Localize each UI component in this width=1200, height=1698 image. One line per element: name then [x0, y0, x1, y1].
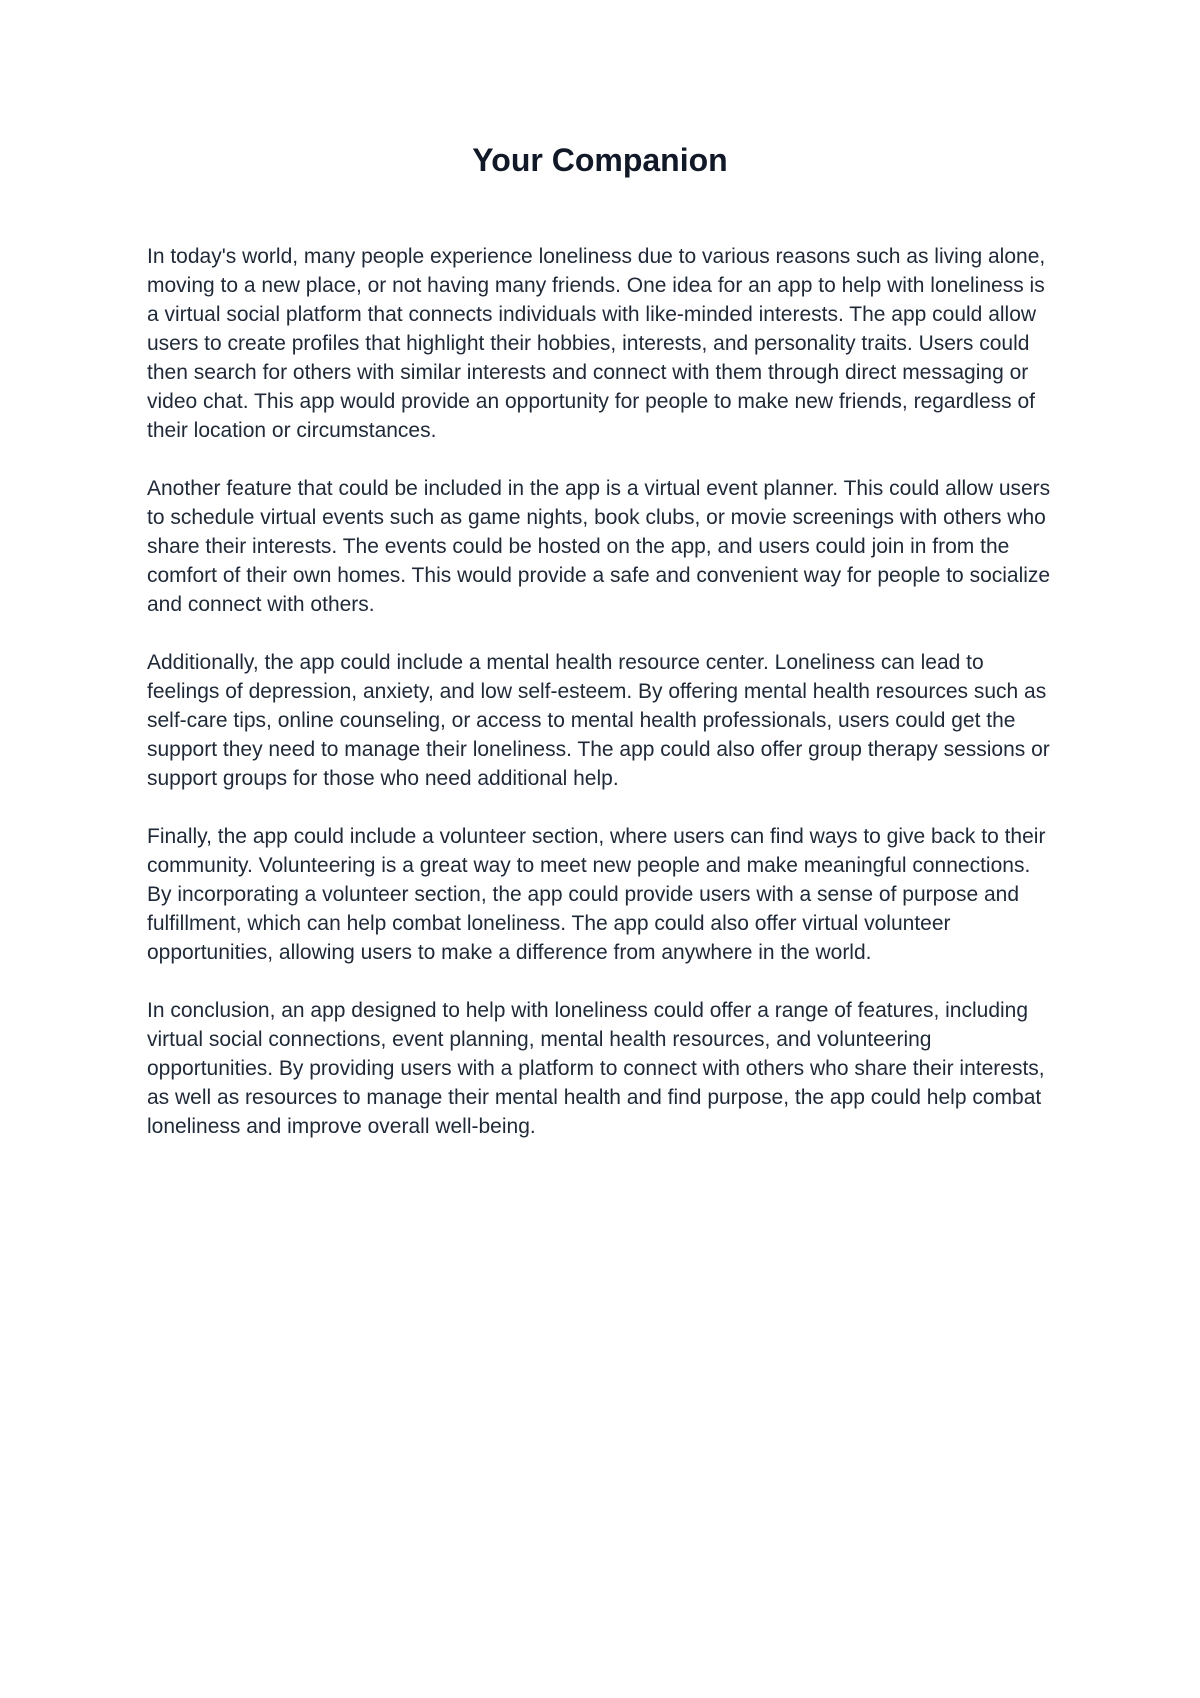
paragraph-volunteer: Finally, the app could include a volunteer section, where users can find ways to give back to their community. Volunteering is a great way to meet new people and make meaningful connections. By incorporating a volunteer section, the app could provide users with a sense of purpose and fulfillment, which can help combat loneliness. The app could also offer virtual volunteer opportunities, allowing users to make a difference from anywhere in the world.: [147, 825, 1046, 964]
document-body: [147, 242, 1057, 1170]
paragraph-event-planner: Another feature that could be included in the app is a virtual event planner. This could allow users to schedule virtual events such as game nights, book clubs, or movie screenings with others who share their interests. The events could be hosted on the app, and users could join in from the comfort of their own homes. This would provide a safe and convenient way for people to socialize and connect with others.: [147, 477, 1051, 616]
paragraph-intro: In today's world, many people experience loneliness due to various reasons such as living alone, moving to a new place, or not having many friends. One idea for an app to help with loneliness is a virtual social platform that connects individuals with like-minded interests. The app could allow users to create profiles that highlight their hobbies, interests, and personality traits. Users could then search for others with similar interests and connect with them through direct messaging or video chat. This app would provide an opportunity for people to make new friends, regardless of their location or circumstances.: [147, 245, 1046, 442]
paragraph-mental-health: Additionally, the app could include a mental health resource center. Loneliness can lead to feelings of depression, anxiety, and low self-esteem. By offering mental health resources such as self-care tips, online counseling, or access to mental health professionals, users could get the support they need to manage their loneliness. The app could also offer group therapy sessions or support groups for those who need additional help.: [147, 651, 1050, 790]
paragraph-conclusion: In conclusion, an app designed to help with loneliness could offer a range of features, including virtual social connections, event planning, mental health resources, and volunteering opportunities. By providing users with a platform to connect with others who share their interests, as well as resources to manage their mental health and find purpose, the app could help combat loneliness and improve overall well-being.: [147, 999, 1045, 1138]
document-title: Your Companion: [472, 142, 728, 178]
